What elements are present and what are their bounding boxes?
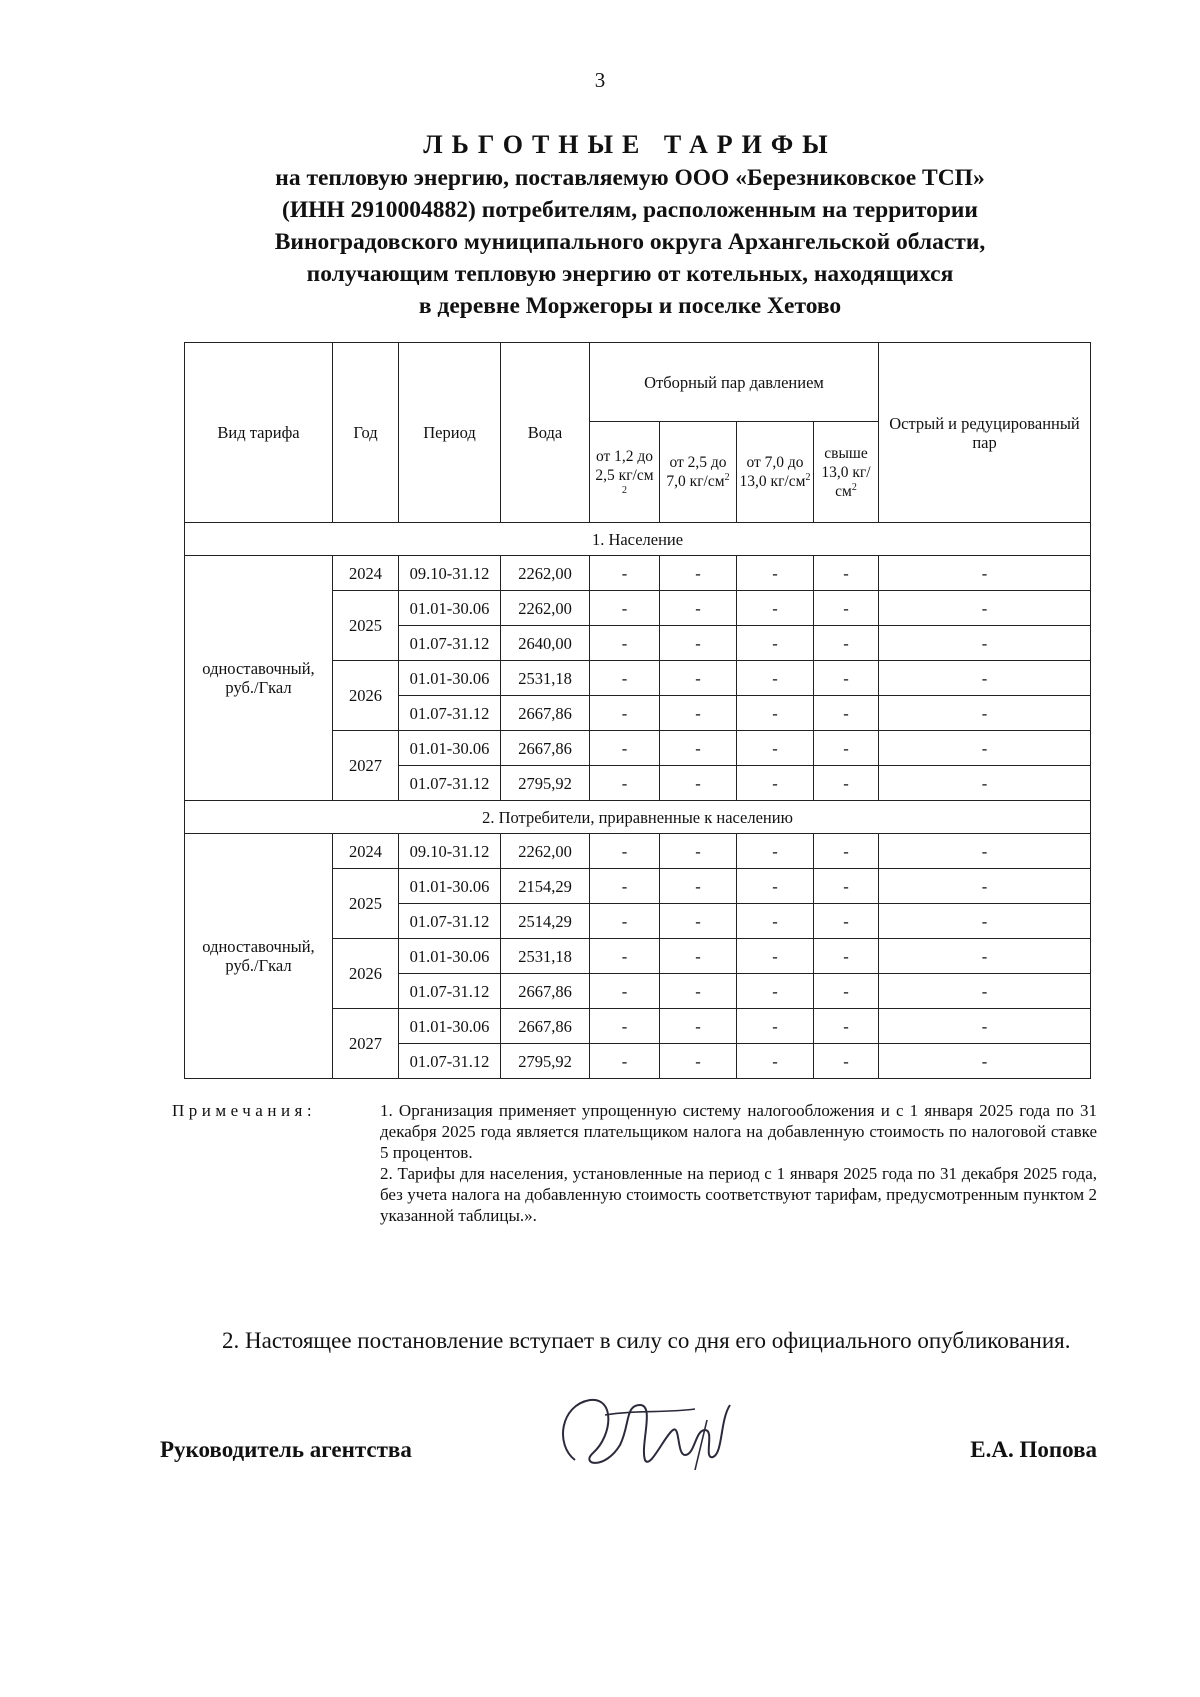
- header-tariff-type: Вид тарифа: [185, 343, 333, 523]
- empty-value-cell: -: [814, 591, 879, 626]
- empty-value-cell: -: [737, 939, 814, 974]
- empty-value-cell: -: [737, 626, 814, 661]
- water-tariff-cell: 2667,86: [501, 696, 590, 731]
- empty-value-cell: -: [814, 939, 879, 974]
- empty-value-cell: -: [814, 556, 879, 591]
- empty-value-cell: -: [590, 869, 660, 904]
- title-line-5: в деревне Моржегоры и поселке Хетово: [418, 293, 842, 319]
- empty-value-cell: -: [814, 904, 879, 939]
- empty-value-cell: -: [814, 1009, 879, 1044]
- title-line-4: получающим тепловую энергию от котельных, находящихся: [306, 261, 954, 287]
- note-item-1: 1. Организация применяет упрощенную систему налогообложения и с 1 января 2025 года по 31 декабря 2025 года является плательщиком налога на добавленную стоимость по налоговой ставке 5 процентов.: [380, 1101, 1097, 1162]
- empty-value-cell: -: [814, 766, 879, 801]
- empty-value-cell: -: [737, 731, 814, 766]
- empty-value-cell: -: [660, 661, 737, 696]
- title-line-3: Виноградовского муниципального округа Архангельской области,: [274, 229, 986, 255]
- empty-value-cell: -: [737, 1044, 814, 1079]
- signer-position: Руководитель агентства: [160, 1437, 412, 1462]
- decree-paragraph: 2. Настоящее постановление вступает в силу со дня его официального опубликования.: [222, 1328, 1071, 1353]
- header-steam-7-0: от 7,0 до 13,0 $кг/см^2$: [737, 422, 814, 523]
- empty-value-cell: -: [879, 696, 1091, 731]
- empty-value-cell: -: [737, 834, 814, 869]
- tariff-table-body: [185, 523, 1091, 1079]
- empty-value-cell: -: [660, 1044, 737, 1079]
- empty-value-cell: -: [737, 696, 814, 731]
- empty-value-cell: -: [814, 834, 879, 869]
- empty-value-cell: -: [879, 556, 1091, 591]
- empty-value-cell: -: [879, 661, 1091, 696]
- water-tariff-cell: 2667,86: [501, 974, 590, 1009]
- empty-value-cell: -: [590, 766, 660, 801]
- empty-value-cell: -: [814, 696, 879, 731]
- water-tariff-cell: 2262,00: [501, 834, 590, 869]
- empty-value-cell: -: [660, 974, 737, 1009]
- header-steam-2-5: от 2,5 до 7,0 $кг/см^2$: [660, 422, 737, 523]
- year-cell: 2024: [333, 834, 399, 869]
- header-sharp-steam: Острый и редуцированный пар: [879, 343, 1091, 523]
- year-cell: 2027: [333, 1009, 399, 1079]
- section-header-row: [185, 801, 1091, 834]
- empty-value-cell: -: [660, 939, 737, 974]
- empty-value-cell: -: [590, 1009, 660, 1044]
- empty-value-cell: -: [590, 834, 660, 869]
- title-main: ЛЬГОТНЫЕ ТАРИФЫ: [423, 130, 837, 159]
- period-cell: 01.01-30.06: [399, 1009, 501, 1044]
- period-cell: 01.07-31.12: [399, 1044, 501, 1079]
- tariff-table: [184, 342, 1091, 1079]
- handwritten-signature: [545, 1375, 745, 1485]
- empty-value-cell: -: [737, 556, 814, 591]
- empty-value-cell: -: [879, 591, 1091, 626]
- empty-value-cell: -: [737, 661, 814, 696]
- empty-value-cell: -: [737, 974, 814, 1009]
- water-tariff-cell: 2262,00: [501, 591, 590, 626]
- water-tariff-cell: 2531,18: [501, 939, 590, 974]
- empty-value-cell: -: [660, 626, 737, 661]
- empty-value-cell: -: [660, 869, 737, 904]
- year-cell: 2026: [333, 661, 399, 731]
- empty-value-cell: -: [590, 939, 660, 974]
- empty-value-cell: -: [814, 974, 879, 1009]
- year-cell: 2026: [333, 939, 399, 1009]
- empty-value-cell: -: [814, 1044, 879, 1079]
- empty-value-cell: -: [590, 731, 660, 766]
- empty-value-cell: -: [879, 939, 1091, 974]
- empty-value-cell: -: [879, 869, 1091, 904]
- empty-value-cell: -: [879, 766, 1091, 801]
- period-cell: 09.10-31.12: [399, 834, 501, 869]
- section-title: 1. Население: [185, 523, 1091, 556]
- empty-value-cell: -: [879, 626, 1091, 661]
- empty-value-cell: -: [590, 904, 660, 939]
- year-cell: 2025: [333, 591, 399, 661]
- empty-value-cell: -: [590, 626, 660, 661]
- empty-value-cell: -: [590, 1044, 660, 1079]
- page-number: 3: [594, 68, 606, 92]
- water-tariff-cell: 2531,18: [501, 661, 590, 696]
- table-row: [185, 834, 1091, 869]
- period-cell: 01.07-31.12: [399, 974, 501, 1009]
- empty-value-cell: -: [737, 1009, 814, 1044]
- period-cell: 01.01-30.06: [399, 661, 501, 696]
- period-cell: 01.07-31.12: [399, 766, 501, 801]
- empty-value-cell: -: [590, 661, 660, 696]
- header-steam-13: свыше 13,0 $кг/см^2$: [814, 422, 879, 523]
- empty-value-cell: -: [879, 1044, 1091, 1079]
- document-title: [160, 128, 1100, 322]
- empty-value-cell: -: [590, 556, 660, 591]
- empty-value-cell: -: [737, 904, 814, 939]
- header-steam-1-2: от 1,2 до 2,5 кг/см 2: [590, 422, 660, 523]
- empty-value-cell: -: [879, 834, 1091, 869]
- water-tariff-cell: 2795,92: [501, 1044, 590, 1079]
- empty-value-cell: -: [737, 766, 814, 801]
- empty-value-cell: -: [879, 974, 1091, 1009]
- empty-value-cell: -: [590, 591, 660, 626]
- empty-value-cell: -: [814, 626, 879, 661]
- tariff-type-cell: одноставочный, руб./Гкал: [185, 556, 333, 801]
- empty-value-cell: -: [660, 766, 737, 801]
- section-header-row: [185, 523, 1091, 556]
- year-cell: 2024: [333, 556, 399, 591]
- title-line-1: на тепловую энергию, поставляемую ООО «Березниковское ТСП»: [275, 165, 985, 191]
- header-year: Год: [333, 343, 399, 523]
- water-tariff-cell: 2262,00: [501, 556, 590, 591]
- water-tariff-cell: 2514,29: [501, 904, 590, 939]
- empty-value-cell: -: [660, 556, 737, 591]
- empty-value-cell: -: [879, 1009, 1091, 1044]
- header-steam-group: Отборный пар давлением: [590, 343, 879, 422]
- water-tariff-cell: 2795,92: [501, 766, 590, 801]
- period-cell: 01.07-31.12: [399, 904, 501, 939]
- tariff-type-cell: одноставочный, руб./Гкал: [185, 834, 333, 1079]
- water-tariff-cell: 2640,00: [501, 626, 590, 661]
- empty-value-cell: -: [737, 869, 814, 904]
- empty-value-cell: -: [814, 661, 879, 696]
- empty-value-cell: -: [879, 731, 1091, 766]
- table-row: [185, 556, 1091, 591]
- empty-value-cell: -: [737, 591, 814, 626]
- header-period: Период: [399, 343, 501, 523]
- empty-value-cell: -: [660, 834, 737, 869]
- section-title: 2. Потребители, приравненные к населению: [185, 801, 1091, 834]
- empty-value-cell: -: [660, 1009, 737, 1044]
- empty-value-cell: -: [814, 869, 879, 904]
- period-cell: 01.01-30.06: [399, 731, 501, 766]
- empty-value-cell: -: [660, 591, 737, 626]
- period-cell: 01.07-31.12: [399, 696, 501, 731]
- period-cell: 01.01-30.06: [399, 591, 501, 626]
- water-tariff-cell: 2667,86: [501, 731, 590, 766]
- water-tariff-cell: 2154,29: [501, 869, 590, 904]
- year-cell: 2025: [333, 869, 399, 939]
- empty-value-cell: -: [814, 731, 879, 766]
- empty-value-cell: -: [879, 904, 1091, 939]
- empty-value-cell: -: [660, 731, 737, 766]
- empty-value-cell: -: [660, 904, 737, 939]
- year-cell: 2027: [333, 731, 399, 801]
- title-line-2: (ИНН 2910004882) потребителям, расположенным на территории: [282, 197, 978, 223]
- empty-value-cell: -: [590, 696, 660, 731]
- note-item-2: 2. Тарифы для населения, установленные на период с 1 января 2025 года по 31 декабря 2025 года, без учета налога на добавленную стоимость соответствуют тарифам, предусмотренным пунктом 2 указанной таблицы.».: [380, 1164, 1097, 1225]
- period-cell: 01.01-30.06: [399, 939, 501, 974]
- period-cell: 01.01-30.06: [399, 869, 501, 904]
- header-water: Вода: [501, 343, 590, 523]
- signer-name: Е.А. Попова: [970, 1437, 1097, 1462]
- period-cell: 09.10-31.12: [399, 556, 501, 591]
- period-cell: 01.07-31.12: [399, 626, 501, 661]
- empty-value-cell: -: [660, 696, 737, 731]
- notes-list: [380, 1100, 1097, 1226]
- notes-label: Примечания:: [172, 1101, 317, 1120]
- water-tariff-cell: 2667,86: [501, 1009, 590, 1044]
- empty-value-cell: -: [590, 974, 660, 1009]
